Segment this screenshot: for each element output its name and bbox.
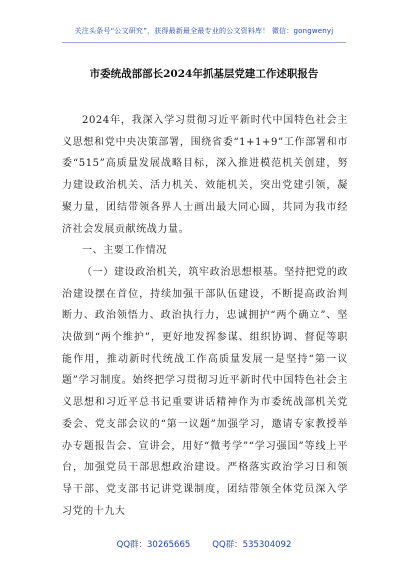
footer-qq-group-right: QQ群：535304092 (212, 540, 292, 550)
paragraph-intro: 2024年，我深入学习贯彻习近平新时代中国特色社会主义思想和党中央决策部署，围绕省委“1+1+9”工作部署和市委“515”高质量发展战略目标，深入推进模范机关创建，努力建设政治机关、活力机关、效能机关，突出党建引领，凝聚力量，团结带领各界人士画出最大同心圆，共同为我市经济社会发展贡献统战力量。 (62, 115, 348, 235)
footer-qq-group-left: QQ群：30265665 (116, 540, 191, 550)
header-divider (62, 42, 346, 43)
document-body (62, 110, 348, 522)
header-banner: 关注头条号“公文研究”，获得最新最全最专业的公文资料库！ 微信：gongwenyj (74, 27, 334, 35)
paragraph-section-1: （一）建设政治机关，筑牢政治思想根基。坚持把党的政治建设摆在首位，持续加强干部队伍建设，不断提高政治判断力、政治领悟力、政治执行力，忠诚拥护“两个确立”、坚决做到“两个维护”，更好地发挥参谋、组织协调、督促等职能作用，推动新时代统战工作高质量发展一是坚持“第一议题”学习制度。始终把学习贯彻习近平新时代中国特色社会主义思想和习近平总书记重要讲话精神作为市委统战部机关党委会、党支部会议的“第一议题”加强学习，邀请专家教授举办专题报告会、宣讲会，用好“微考学”“学习强国”等线上平台，加强党员干部思想政治建设。严格落实政治学习日和领导干部、党支部书记讲党课制度，团结带领全体党员深入学习党的十九大 (62, 266, 348, 517)
section-heading: 一、主要工作情况 (82, 245, 167, 257)
document-title: 市委统战部部长2024年抓基层党建工作述职报告 (89, 68, 319, 80)
footer-contact (0, 538, 408, 550)
